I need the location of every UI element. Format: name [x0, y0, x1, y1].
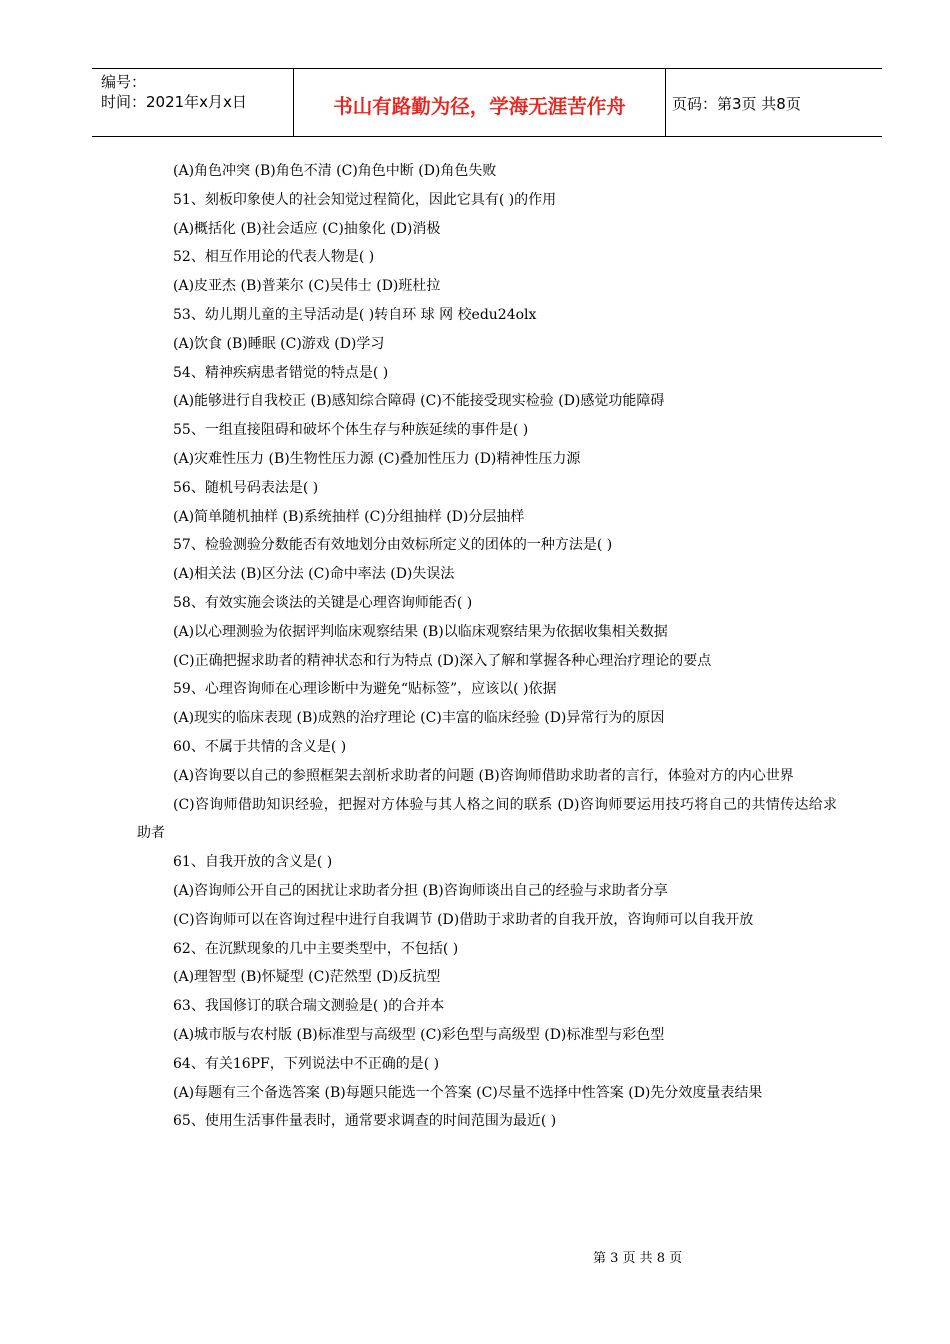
question-65: 65、使用生活事件量表时，通常要求调查的时间范围为最近( )	[173, 1113, 557, 1130]
text-line: (A)灾难性压力 (B)生物性压力源 (C)叠加性压力 (D)精神性压力源	[173, 450, 581, 467]
text-line: (A)概括化 (B)社会适应 (C)抽象化 (D)消极	[173, 220, 441, 237]
page-footer: 第 3 页 共 8 页	[593, 1251, 683, 1266]
question-57: 57、检验测验分数能否有效地划分由效标所定义的团体的一种方法是( )	[173, 537, 613, 554]
text-line: (A)饮食 (B)睡眠 (C)游戏 (D)学习	[173, 335, 385, 352]
question-54: 54、精神疾病患者错觉的特点是( )	[173, 364, 389, 381]
question-53: 53、幼儿期儿童的主导活动是( )转自环 球 网 校edu24olx	[173, 306, 537, 323]
header-time-label: 时间：2021年x月x日	[101, 93, 247, 111]
header-top-rule	[92, 68, 882, 69]
text-line: (A)城市版与农村版 (B)标准型与高级型 (C)彩色型与高级型 (D)标准型与彩色型	[173, 1026, 665, 1043]
question-61: 61、自我开放的含义是( )	[173, 854, 333, 871]
text-paragraph: (C)咨询师借助知识经验，把握对方体验与其人格之间的联系 (D)咨询师要运用技巧将自己的共情传达给求助者	[137, 796, 837, 842]
question-59: 59、心理咨询师在心理诊断中为避免“贴标签”，应该以( )依据	[173, 681, 557, 698]
question-56: 56、随机号码表法是( )	[173, 479, 319, 496]
header-page-code: 页码：第3页 共8页	[672, 95, 801, 113]
text-paragraph: (A)咨询要以自己的参照框架去剖析求助者的问题 (B)咨询师借助求助者的言行，体验对方的内心世界	[173, 767, 794, 784]
question-58: 58、有效实施会谈法的关键是心理咨询师能否( )	[173, 594, 473, 611]
header-motto: 书山有路勤为径，学海无涯苦作舟	[333, 95, 626, 118]
question-60: 60、不属于共情的含义是( )	[173, 738, 347, 755]
text-line: (A)能够进行自我校正 (B)感知综合障碍 (C)不能接受现实检验 (D)感觉功能障碍	[173, 393, 665, 410]
text-line: (A)相关法 (B)区分法 (C)命中率法 (D)失误法	[173, 566, 455, 583]
text-line: (A)咨询师公开自己的困扰让求助者分担 (B)咨询师谈出自己的经验与求助者分享	[173, 882, 668, 899]
header-divider-right	[665, 68, 666, 136]
text-line: (A)理智型 (B)怀疑型 (C)茫然型 (D)反抗型	[173, 969, 441, 986]
text-line: (A)以心理测验为依据评判临床观察结果 (B)以临床观察结果为依据收集相关数据	[173, 623, 668, 640]
header-bottom-rule	[92, 136, 882, 137]
question-content	[137, 157, 837, 1136]
text-line: (A)皮亚杰 (B)普莱尔 (C)吴伟士 (D)班杜拉	[173, 278, 441, 295]
question-55: 55、一组直接阻碍和破坏个体生存与种族延续的事件是( )	[173, 422, 529, 439]
text-paragraph: (A)每题有三个备选答案 (B)每题只能选一个答案 (C)尽量不选择中性答案 (D)先分效度量表结果	[173, 1084, 763, 1101]
header-number-label: 编号：	[101, 73, 147, 91]
text-line: (A)角色冲突 (B)角色不清 (C)角色中断 (D)角色失败	[173, 163, 497, 179]
text-paragraph: (C)咨询师可以在咨询过程中进行自我调节 (D)借助于求助者的自我开放，咨询师可以自我开放	[173, 911, 754, 928]
header-meta	[101, 72, 247, 112]
text-line: (C)正确把握求助者的精神状态和行为特点 (D)深入了解和掌握各种心理治疗理论的要点	[173, 652, 712, 669]
text-line: (A)简单随机抽样 (B)系统抽样 (C)分组抽样 (D)分层抽样	[173, 508, 525, 525]
question-52: 52、相互作用论的代表人物是( )	[173, 249, 375, 266]
question-63: 63、我国修订的联合瑞文测验是( )的合并本	[173, 998, 445, 1015]
text-line: (A)现实的临床表现 (B)成熟的治疗理论 (C)丰富的临床经验 (D)异常行为的原因	[173, 710, 665, 727]
question-64: 64、有关16PF，下列说法中不正确的是( )	[173, 1055, 440, 1072]
question-62: 62、在沉默现象的几中主要类型中，不包括( )	[173, 940, 459, 957]
question-51: 51、刻板印象使人的社会知觉过程简化，因此它具有( )的作用	[173, 191, 557, 208]
